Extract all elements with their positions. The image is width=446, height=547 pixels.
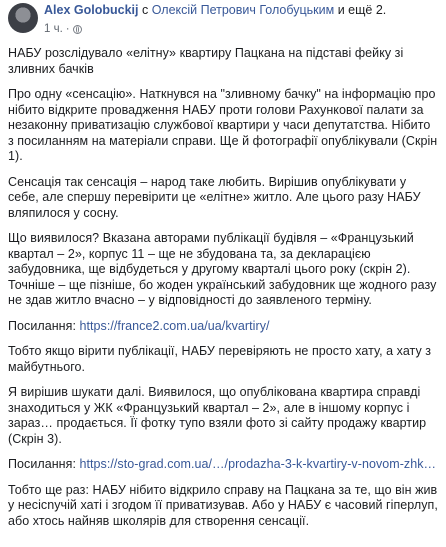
with-prefix: с	[141, 3, 149, 17]
post-timestamp[interactable]: 1 ч.	[44, 23, 63, 35]
sto-grad-link[interactable]: https://sto-grad.com.ua/…/prodazha-3-k-kvartiry-v-novom-zhk…	[79, 457, 437, 471]
paragraph-findings: Що виявилося? Вказана авторами публікації будівля – «Французький квартал – 2», корпус 11 – ще не збудована та, за декларацією забудовника, ще відбудеться у другому кварталі цього року (скрін 2). Точніше – ще пізніше, бо жоден український забудовник ще жодного разу не здав житло вчасно – у відповідності до заявленого терміну.	[8, 231, 437, 307]
meta-separator: ·	[65, 23, 70, 35]
paragraph-search: Я вирішив шукати далі. Виявилося, що опублікована квартира справді знаходиться у ЖК «Французький квартал – 2», але в іншому корпус і зараз… продається. Її фотку тупо взяли фото зі сайту продажу квартир (Скрін 3).	[8, 385, 427, 446]
link-prefix: Посилання:	[8, 318, 80, 333]
author-avatar[interactable]	[8, 3, 38, 33]
author-name-link[interactable]: Alex Golobuckij	[44, 3, 139, 17]
post-authors-line	[44, 2, 386, 18]
tagged-others-link[interactable]: и ещё 2.	[337, 3, 387, 17]
globe-icon	[73, 25, 82, 34]
post-body	[8, 46, 438, 529]
france2-link[interactable]: https://france2.com.ua/ua/kvartiry/	[79, 318, 270, 333]
link-prefix: Посилання:	[8, 457, 80, 471]
paragraph-title: НАБУ розслідувало «елітну» квартиру Пацкана на підставі фейку зі зливних бачків	[8, 46, 404, 76]
post-header	[8, 0, 438, 46]
paragraph-link-2	[8, 457, 438, 473]
paragraph-intro: Про одну «сенсацію». Наткнувся на "зливному бачку" на інформацію про нібито відкрите провадження НАБУ проти голови Рахункової палати за незаконну приватизацію службової квартири у часи депутатства. Нібито з посиланням на матеріали справи. Ще й фотографії опублікували (Скрін 1).	[8, 87, 438, 163]
tagged-person-link[interactable]: Олексій Петрович Голобуцьким	[151, 3, 335, 17]
paragraph-sensation: Сенсація так сенсація – народ таке любить. Вирішив опублікувати у себе, але спершу перевірити це «елітне» житло. Але цього разу НАБУ вляпилося у сосну.	[8, 174, 421, 220]
paragraph-future-house: Тобто якщо вірити публікації, НАБУ перевіряють не просто хату, а хату з майбутнього.	[8, 344, 432, 374]
post-meta	[44, 22, 386, 37]
paragraph-link-1	[8, 319, 438, 335]
paragraph-conclusion: Тобто ще раз: НАБУ нібито відкрило справу на Пацкана за те, що він жив у несісnучій хаті і згодом її приватизував. Або у НАБУ є часовий гіперлуп, або хтось найняв школярів для створення сенсації.	[8, 482, 438, 528]
